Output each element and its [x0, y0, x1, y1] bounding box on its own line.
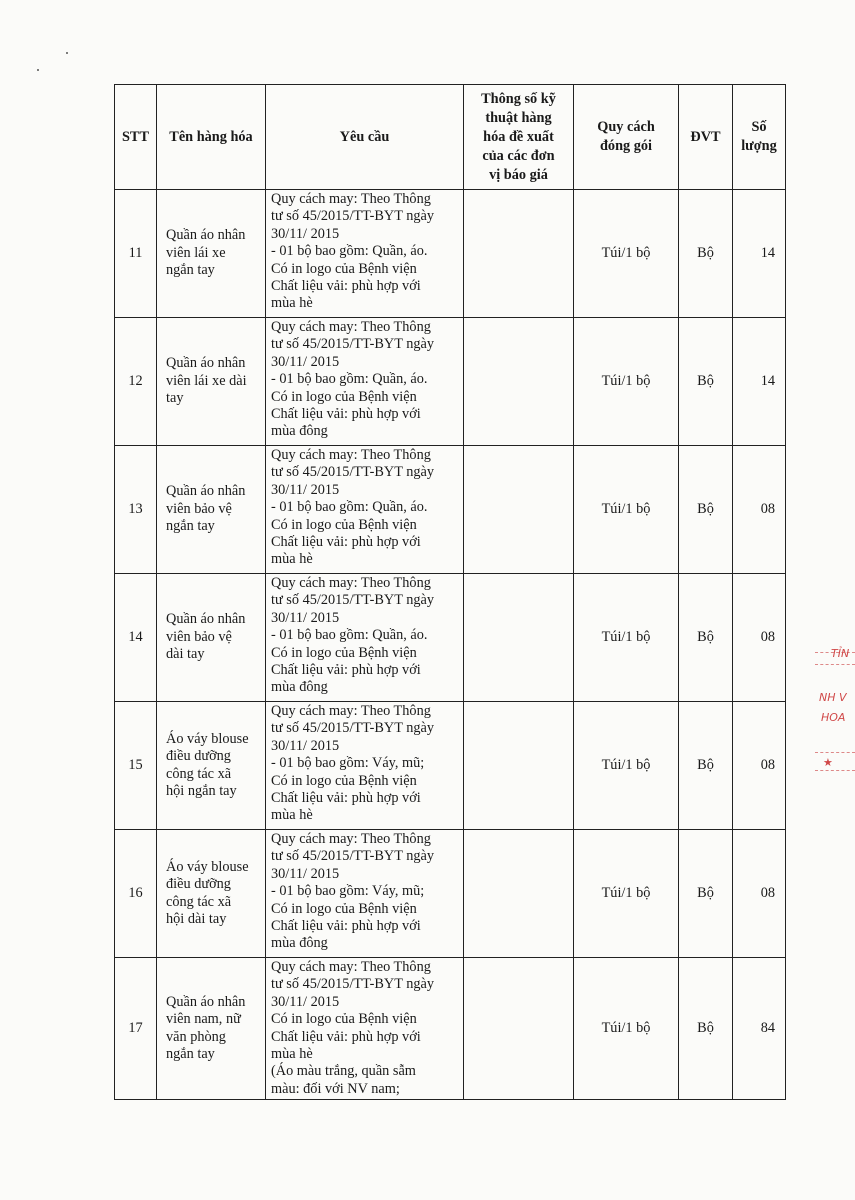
- requirement-line: 30/11/ 2015: [271, 737, 340, 754]
- row-packaging: Túi/1 bộ: [574, 702, 679, 830]
- row-stt: 12: [115, 318, 157, 446]
- goods-table: [114, 84, 786, 1100]
- requirement-line: (Áo màu trắng, quần sẫm: [271, 1063, 416, 1080]
- seal-text: HOA: [821, 711, 846, 724]
- seal-text: TỈN: [831, 647, 850, 660]
- requirement-line: Chất liệu vải: phù hợp với: [271, 662, 421, 679]
- item-name-line: Quần áo nhân: [166, 993, 246, 1010]
- scan-speck: [37, 69, 39, 71]
- header-row: [115, 85, 786, 190]
- row-item-name: [157, 574, 266, 702]
- header-stt: STT: [115, 85, 157, 190]
- item-name-line: viên bảo vệ: [166, 628, 232, 645]
- header-unit: ĐVT: [679, 85, 733, 190]
- item-name-line: ngắn tay: [166, 518, 215, 535]
- table-body: [115, 190, 786, 1100]
- item-name-line: Áo váy blouse: [166, 730, 249, 747]
- requirement-line: tư số 45/2015/TT-BYT ngày: [271, 464, 435, 481]
- row-requirements: [266, 702, 464, 830]
- row-item-name: [157, 318, 266, 446]
- row-requirements: [266, 446, 464, 574]
- requirement-line: 30/11/ 2015: [271, 609, 340, 626]
- table-row: [115, 958, 786, 1100]
- requirement-line: mùa hè: [271, 295, 313, 312]
- row-item-name: [157, 830, 266, 958]
- requirement-line: 30/11/ 2015: [271, 993, 340, 1010]
- row-stt: 16: [115, 830, 157, 958]
- row-stt: 13: [115, 446, 157, 574]
- item-name-line: hội ngắn tay: [166, 782, 237, 799]
- requirement-line: 30/11/ 2015: [271, 353, 340, 370]
- row-item-name: [157, 702, 266, 830]
- requirement-line: tư số 45/2015/TT-BYT ngày: [271, 976, 435, 993]
- row-quantity: 08: [733, 574, 786, 702]
- item-name-line: Quần áo nhân: [166, 611, 246, 628]
- row-requirements: [266, 190, 464, 318]
- row-item-name: [157, 958, 266, 1100]
- item-name-line: Quần áo nhân: [166, 227, 246, 244]
- item-name-line: điều dưỡng: [166, 748, 231, 765]
- table-row: [115, 702, 786, 830]
- header-quantity-line: Số: [751, 119, 767, 135]
- requirement-line: tư số 45/2015/TT-BYT ngày: [271, 848, 435, 865]
- row-unit: Bộ: [679, 702, 733, 830]
- requirement-line: Quy cách may: Theo Thông: [271, 959, 431, 975]
- header-specs-line: thuật hàng: [485, 109, 552, 126]
- requirement-line: tư số 45/2015/TT-BYT ngày: [271, 592, 435, 609]
- row-packaging: Túi/1 bộ: [574, 190, 679, 318]
- row-packaging: Túi/1 bộ: [574, 318, 679, 446]
- row-packaging: Túi/1 bộ: [574, 958, 679, 1100]
- requirement-line: mùa hè: [271, 551, 313, 568]
- item-name-line: tay: [166, 390, 184, 407]
- header-name: Tên hàng hóa: [157, 85, 266, 190]
- item-name-line: Quần áo nhân: [166, 483, 246, 500]
- row-specs: [464, 830, 574, 958]
- row-specs: [464, 446, 574, 574]
- header-quantity-line: lượng: [741, 138, 777, 154]
- row-quantity: 08: [733, 446, 786, 574]
- row-quantity: 14: [733, 190, 786, 318]
- red-seal-fragment: [807, 640, 850, 790]
- header-quantity: [733, 85, 786, 190]
- requirement-line: Quy cách may: Theo Thông: [271, 319, 431, 335]
- requirement-line: Chất liệu vải: phù hợp với: [271, 790, 421, 807]
- row-quantity: 08: [733, 702, 786, 830]
- item-name-line: Quần áo nhân: [166, 355, 246, 372]
- row-unit: Bộ: [679, 958, 733, 1100]
- item-name-line: ngắn tay: [166, 262, 215, 279]
- requirement-line: tư số 45/2015/TT-BYT ngày: [271, 720, 435, 737]
- requirement-line: màu: đối với NV nam;: [271, 1080, 400, 1097]
- header-packaging-line: đóng gói: [599, 138, 653, 154]
- requirement-line: - 01 bộ bao gồm: Váy, mũ;: [271, 755, 425, 772]
- item-name-line: viên bảo vệ: [166, 500, 232, 517]
- row-quantity: 14: [733, 318, 786, 446]
- requirement-line: - 01 bộ bao gồm: Váy, mũ;: [271, 883, 425, 900]
- row-unit: Bộ: [679, 190, 733, 318]
- row-unit: Bộ: [679, 830, 733, 958]
- table-row: [115, 446, 786, 574]
- row-stt: 11: [115, 190, 157, 318]
- requirement-line: mùa hè: [271, 1046, 313, 1063]
- row-stt: 17: [115, 958, 157, 1100]
- requirement-line: Quy cách may: Theo Thông: [271, 703, 431, 719]
- item-name-line: văn phòng: [166, 1028, 226, 1045]
- row-unit: Bộ: [679, 318, 733, 446]
- header-specs-line: vị báo giá: [489, 166, 548, 183]
- scan-speck: [66, 52, 68, 54]
- requirement-line: Có in logo của Bệnh viện: [271, 388, 417, 405]
- requirement-line: mùa đông: [271, 423, 328, 440]
- table-row: [115, 574, 786, 702]
- item-name-line: hội dài tay: [166, 910, 227, 927]
- header-specs-line: hóa đề xuất: [483, 128, 554, 145]
- row-requirements: [266, 958, 464, 1100]
- requirement-line: mùa đông: [271, 679, 328, 696]
- requirement-line: Quy cách may: Theo Thông: [271, 447, 431, 463]
- seal-text: NH V: [819, 691, 847, 704]
- requirement-line: - 01 bộ bao gồm: Quần, áo.: [271, 243, 428, 260]
- table-row: [115, 190, 786, 318]
- header-specs: [464, 85, 574, 190]
- requirement-line: tư số 45/2015/TT-BYT ngày: [271, 336, 435, 353]
- requirement-line: - 01 bộ bao gồm: Quần, áo.: [271, 627, 428, 644]
- row-stt: 14: [115, 574, 157, 702]
- item-name-line: điều dưỡng: [166, 876, 231, 893]
- row-packaging: Túi/1 bộ: [574, 574, 679, 702]
- item-name-line: Áo váy blouse: [166, 858, 249, 875]
- row-specs: [464, 190, 574, 318]
- table-row: [115, 830, 786, 958]
- requirement-line: Có in logo của Bệnh viện: [271, 900, 417, 917]
- requirement-line: mùa hè: [271, 807, 313, 824]
- requirement-line: 30/11/ 2015: [271, 225, 340, 242]
- header-packaging: [574, 85, 679, 190]
- item-name-line: viên lái xe dài: [166, 372, 247, 389]
- requirement-line: Chất liệu vải: phù hợp với: [271, 406, 421, 423]
- header-requirements: Yêu cầu: [266, 85, 464, 190]
- requirement-line: Có in logo của Bệnh viện: [271, 1011, 417, 1028]
- requirement-line: 30/11/ 2015: [271, 865, 340, 882]
- item-name-line: viên nam, nữ: [166, 1011, 241, 1028]
- row-specs: [464, 574, 574, 702]
- requirement-line: - 01 bộ bao gồm: Quần, áo.: [271, 499, 428, 516]
- requirement-line: Quy cách may: Theo Thông: [271, 831, 431, 847]
- item-name-line: dài tay: [166, 646, 205, 663]
- row-requirements: [266, 318, 464, 446]
- header-specs-line: Thông số kỹ: [481, 90, 556, 107]
- row-packaging: Túi/1 bộ: [574, 446, 679, 574]
- requirement-line: Chất liệu vải: phù hợp với: [271, 918, 421, 935]
- requirement-line: Có in logo của Bệnh viện: [271, 516, 417, 533]
- row-quantity: 08: [733, 830, 786, 958]
- seal-star-icon: ★: [823, 756, 833, 769]
- row-requirements: [266, 574, 464, 702]
- requirement-line: 30/11/ 2015: [271, 481, 340, 498]
- requirement-line: Chất liệu vải: phù hợp với: [271, 534, 421, 551]
- row-specs: [464, 702, 574, 830]
- requirement-line: Có in logo của Bệnh viện: [271, 772, 417, 789]
- requirement-line: Có in logo của Bệnh viện: [271, 644, 417, 661]
- requirement-line: mùa đông: [271, 935, 328, 952]
- row-packaging: Túi/1 bộ: [574, 830, 679, 958]
- row-unit: Bộ: [679, 574, 733, 702]
- requirement-line: Quy cách may: Theo Thông: [271, 191, 431, 207]
- item-name-line: công tác xã: [166, 765, 232, 782]
- row-quantity: 84: [733, 958, 786, 1100]
- requirement-line: Chất liệu vải: phù hợp với: [271, 278, 421, 295]
- item-name-line: viên lái xe: [166, 244, 226, 261]
- row-specs: [464, 318, 574, 446]
- requirement-line: Chất liệu vải: phù hợp với: [271, 1028, 421, 1045]
- table-row: [115, 318, 786, 446]
- row-item-name: [157, 190, 266, 318]
- header-packaging-line: Quy cách: [597, 119, 655, 135]
- requirement-line: tư số 45/2015/TT-BYT ngày: [271, 208, 435, 225]
- row-unit: Bộ: [679, 446, 733, 574]
- requirement-line: - 01 bộ bao gồm: Quần, áo.: [271, 371, 428, 388]
- row-specs: [464, 958, 574, 1100]
- row-requirements: [266, 830, 464, 958]
- requirement-line: Có in logo của Bệnh viện: [271, 260, 417, 277]
- requirement-line: Quy cách may: Theo Thông: [271, 575, 431, 591]
- header-specs-line: của các đơn: [482, 147, 555, 164]
- row-stt: 15: [115, 702, 157, 830]
- item-name-line: công tác xã: [166, 893, 232, 910]
- row-item-name: [157, 446, 266, 574]
- item-name-line: ngắn tay: [166, 1045, 215, 1062]
